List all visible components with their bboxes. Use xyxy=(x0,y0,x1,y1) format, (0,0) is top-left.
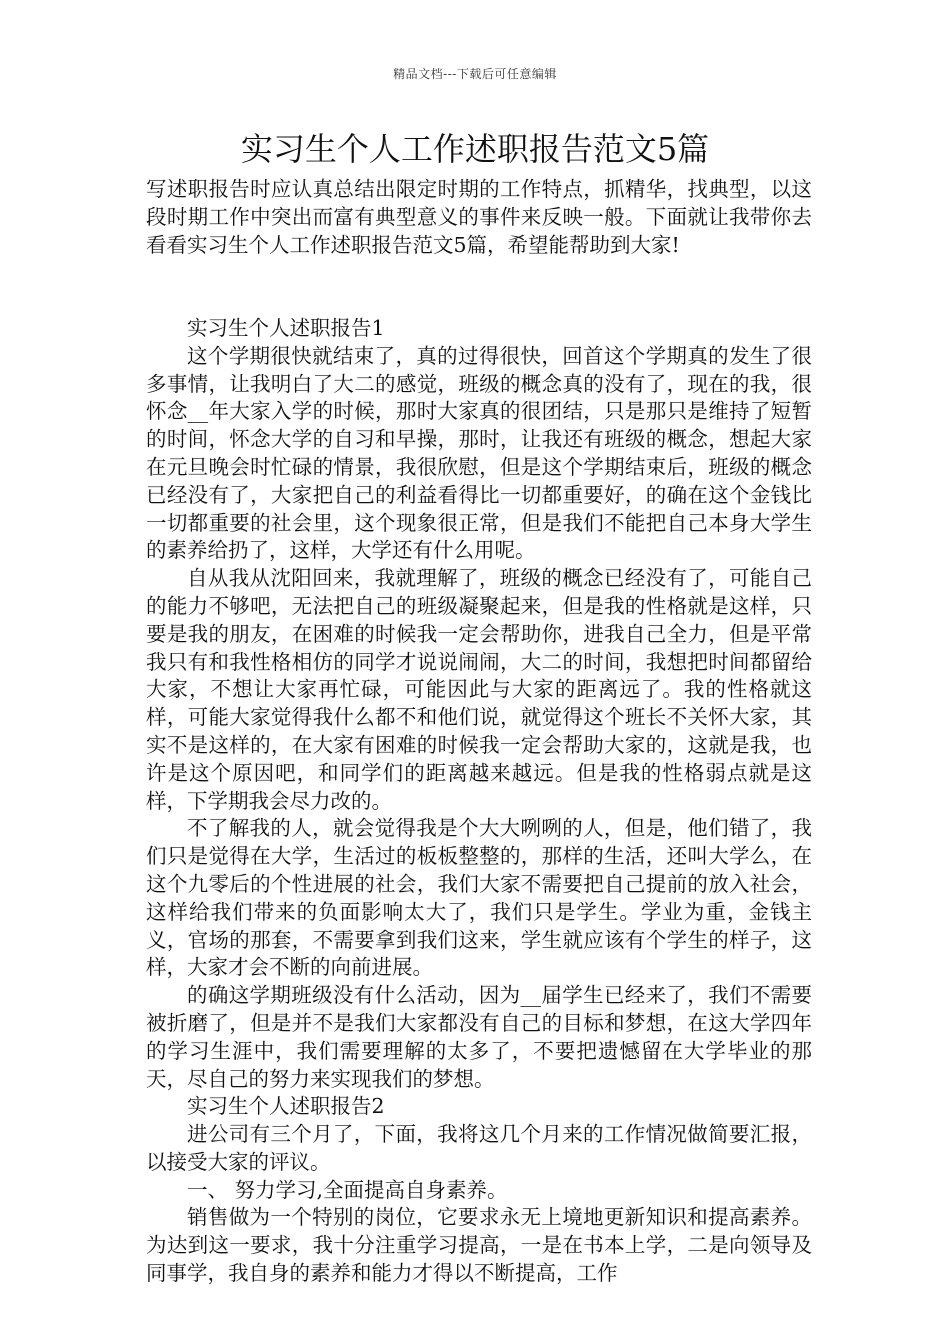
section2-paragraph-2: 销售做为一个特别的岗位，它要求永无上境地更新知识和提高素养。为达到这一要求，我十分注重学习提高，一是在书本上学，二是向领导及同事学，我自身的素养和能力才得以不断提高，工作 xyxy=(146,1205,812,1286)
section1-paragraph-1: 这个学期很快就结束了，真的过得很快，回首这个学期真的发生了很多事情，让我明白了大二的感觉，班级的概念真的没有了，现在的我，很怀念__年大家入学的时候，那时大家真的很团结，只是那只是维持了短暂的时间，怀念大学的自习和早操，那时，让我还有班级的概念，想起大家在元旦晚会时忙碌的情景，我很欣慰，但是这个学期结束后，班级的概念已经没有了，大家把自己的利益看得比一切都重要好，的确在这个金钱比一切都重要的社会里，这个现象很正常，但是我们不能把自己本身大学生的素养给扔了，这样，大学还有什么用呢。 xyxy=(146,343,812,563)
section2-list-item-1: 一、 努力学习,全面提高自身素养。 xyxy=(187,1177,508,1202)
section1-paragraph-2: 自从我从沈阳回来，我就理解了，班级的概念已经没有了，可能自己的能力不够吧，无法把自己的班级凝聚起来，但是我的性格就是这样，只要是我的朋友，在困难的时候我一定会帮助你，进我自己全力，但是平常我只有和我性格相仿的同学才说说闹闹，大二的时间，我想把时间都留给大家，不想让大家再忙碌，可能因此与大家的距离远了。我的性格就这样，可能大家觉得我什么都不和他们说，就觉得这个班长不关怀大家，其实不是这样的，在大家有困难的时候我一定会帮助大家的，这就是我，也许是这个原因吧，和同学们的距离越来越远。但是我的性格弱点就是这样，下学期我会尽力改的。 xyxy=(146,566,812,813)
section1-paragraph-4: 的确这学期班级没有什么活动，因为__届学生已经来了，我们不需要被折磨了，但是并不是我们大家都没有自己的目标和梦想，在这大学四年的学习生涯中，我们需要理解的太多了，不要把遗憾留在大学毕业的那天，尽自己的努力来实现我们的梦想。 xyxy=(146,983,812,1091)
document-body xyxy=(146,176,812,1288)
section2-heading: 实习生个人述职报告2 xyxy=(187,1094,385,1119)
section1-heading: 实习生个人述职报告1 xyxy=(187,315,385,340)
section2-paragraph-1: 进公司有三个月了，下面，我将这几个月来的工作情况做简要汇报，以接受大家的评议。 xyxy=(146,1122,812,1174)
section1-paragraph-3: 不了解我的人，就会觉得我是个大大咧咧的人，但是，他们错了，我们只是觉得在大学，生活过的板板整整的，那样的生活，还叫大学么，在这个九零后的个性进展的社会，我们大家不需要把自己提前的放入社会，这样给我们带来的负面影响太大了，我们只是学生。学业为重，金钱主义，官场的那套，不需要拿到我们这来，学生就应该有个学生的样子，这样，大家才会不断的向前进展。 xyxy=(146,816,812,980)
page-header: 精品文档---下载后可任意编辑 xyxy=(393,67,557,81)
document-title: 实习生个人工作述职报告范文5篇 xyxy=(240,130,710,168)
intro-paragraph: 写述职报告时应认真总结出限定时期的工作特点，抓精华，找典型，以这段时期工作中突出而富有典型意义的事件来反映一般。下面就让我带你去看看实习生个人工作述职报告范文5篇，希望能帮助到大家! xyxy=(146,177,812,257)
